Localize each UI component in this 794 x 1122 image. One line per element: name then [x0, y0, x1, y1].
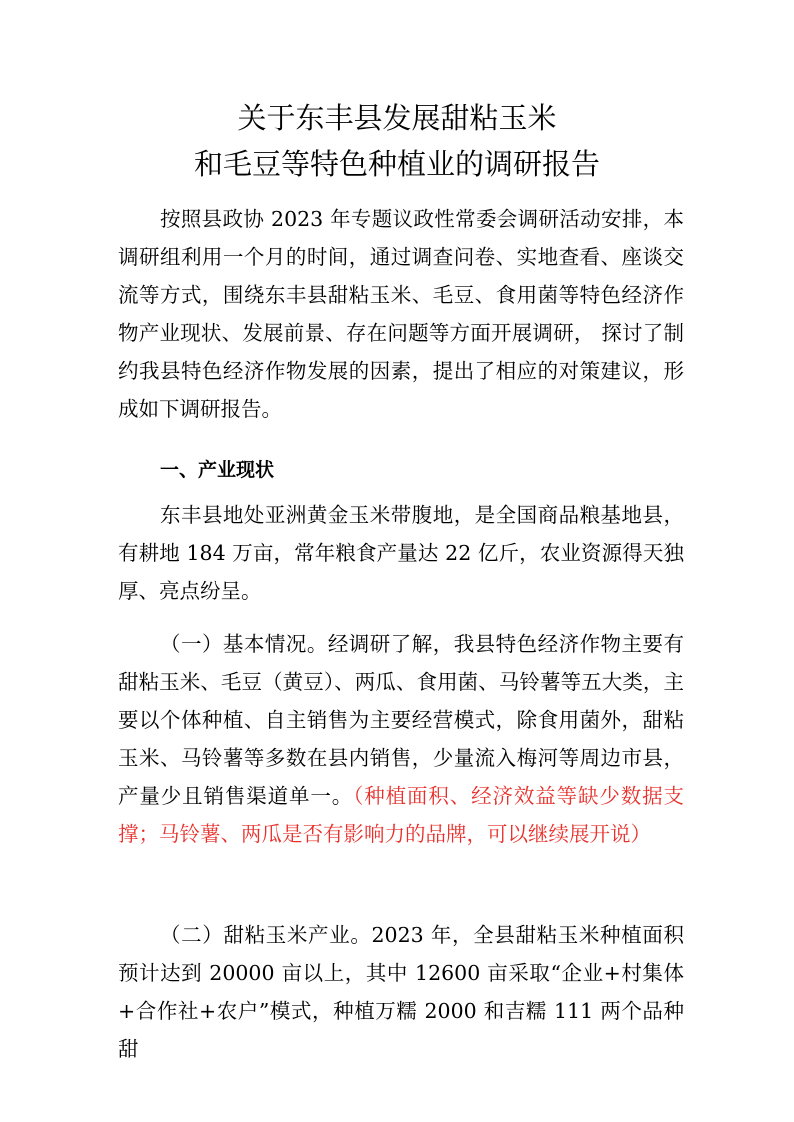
intro-paragraph: 按照县政协 2023 年专题议政性常委会调研活动安排，本调研组利用一个月的时间，通过调查问卷、实地查看、座谈交流等方式，围绕东丰县甜粘玉米、毛豆、食用菌等特色经济作物产业现状、发展前景、存在问题等方面开展调研， 探讨了制约我县特色经济作物发展的因素，提出了相应的对策建议，形成如下调研报告。 — [118, 207, 684, 421]
overview-paragraph: 东丰县地处亚洲黄金玉米带腹地，是全国商品粮基地县，有耕地 184 万亩，常年粮食产量达 22 亿斤，农业资源得天独厚、亮点纷呈。 — [118, 503, 684, 603]
sweet-corn-paragraph: （二）甜粘玉米产业。2023 年，全县甜粘玉米种植面积预计达到 20000 亩以上，其中 12600 亩采取“企业+村集体+合作社+农户”模式，种植万糯 2000 和吉糯 111 两个品种甜 — [118, 923, 684, 1061]
section-heading-industry-status: 一、产业现状 — [160, 459, 275, 481]
basic-situation-text: （一）基本情况。经调研了解，我县特色经济作物主要有甜粘玉米、毛豆（黄豆）、两瓜、食用菌、马铃薯等五大类，主要以个体种植、自主销售为主要经营模式，除食用菌外，甜粘玉米、马铃薯等多数在县内销售，少量流入梅河等周边市县，产量少且销售渠道单一。 — [118, 632, 684, 808]
document-title-line-1: 关于东丰县发展甜粘玉米 — [237, 101, 557, 135]
review-comment-note: （种植面积、经济效益等缺少数据支撑；马铃薯、两瓜是否有影响力的品牌，可以继续展开说） — [118, 784, 684, 846]
basic-situation-paragraph — [118, 625, 684, 853]
document-title-line-2: 和毛豆等特色种植业的调研报告 — [193, 147, 600, 181]
